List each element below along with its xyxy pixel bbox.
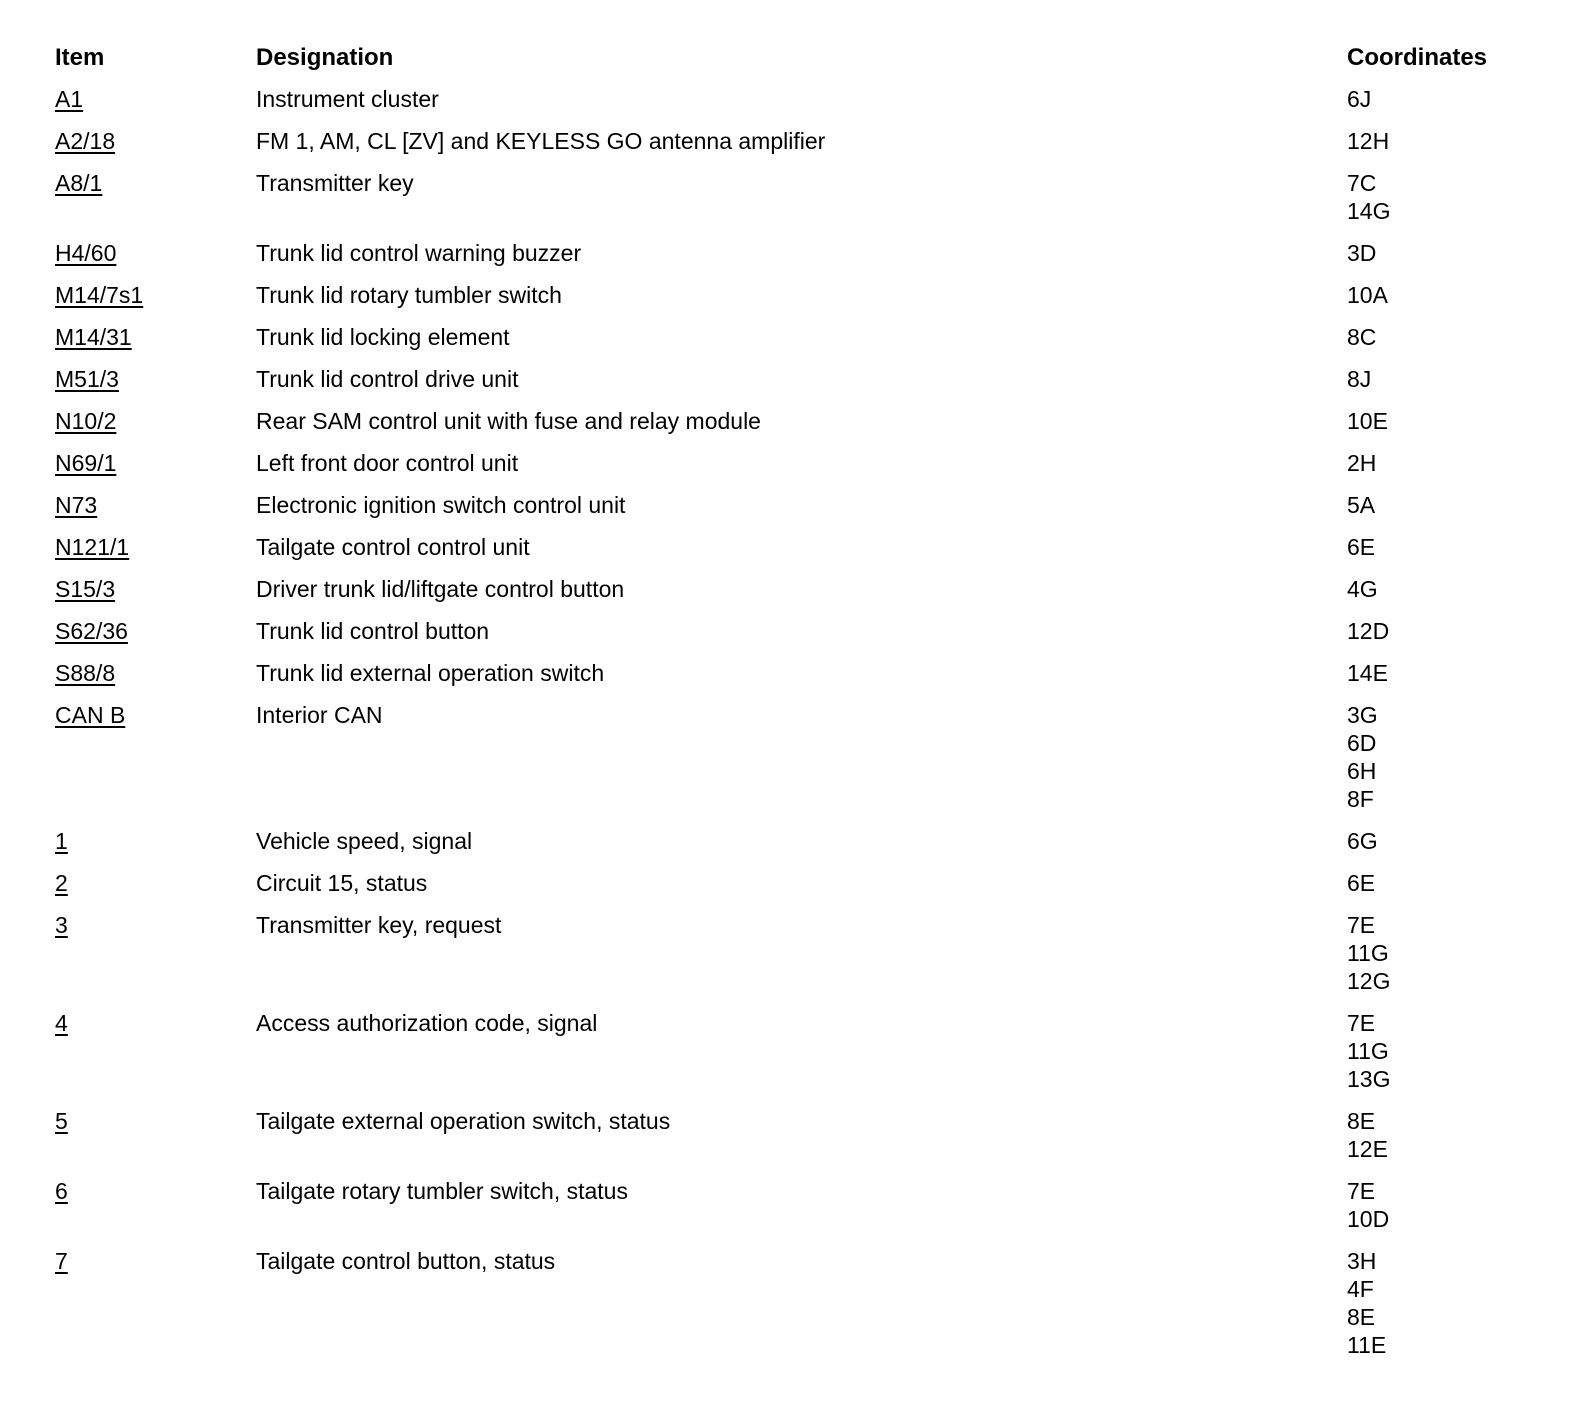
coordinate-value: 10D (1347, 1206, 1390, 1232)
designation-cell: Trunk lid control button (256, 618, 490, 644)
item-link[interactable]: 7 (55, 1248, 68, 1274)
table-row (55, 1240, 1555, 1366)
coordinate-value: 7E (1347, 912, 1376, 938)
item-cell (55, 869, 245, 897)
coordinate-value: 6H (1347, 758, 1377, 784)
designation-cell: Tailgate rotary tumbler switch, status (256, 1178, 628, 1204)
coordinates-cell (1347, 281, 1555, 309)
coordinates-cell (1347, 701, 1555, 813)
designation-cell: Driver trunk lid/liftgate control button (256, 576, 625, 602)
designation-cell: Vehicle speed, signal (256, 828, 473, 854)
header-designation: Designation (256, 44, 394, 71)
item-cell (55, 659, 245, 687)
coordinates-cell (1347, 169, 1555, 225)
coordinates-cell (1347, 575, 1555, 603)
table-row (55, 862, 1555, 904)
coordinate-value: 5A (1347, 492, 1376, 518)
designation-cell: Left front door control unit (256, 450, 519, 476)
designation-cell: Tailgate control control unit (256, 534, 530, 560)
table-row (55, 904, 1555, 1002)
coordinate-value: 8F (1347, 786, 1374, 812)
coordinates-cell (1347, 127, 1555, 155)
table-row (55, 316, 1555, 358)
item-cell (55, 701, 245, 729)
header-coordinates: Coordinates (1347, 44, 1488, 71)
item-cell (55, 407, 245, 435)
item-link[interactable]: N10/2 (55, 408, 117, 434)
item-cell (55, 1247, 245, 1275)
designation-cell: Transmitter key, request (256, 912, 502, 938)
item-link[interactable]: M14/31 (55, 324, 132, 350)
item-link[interactable]: N121/1 (55, 534, 130, 560)
coordinate-value: 3H (1347, 1248, 1377, 1274)
coordinates-cell (1347, 323, 1555, 351)
component-legend-table (55, 38, 1555, 1366)
table-row (55, 274, 1555, 316)
item-link[interactable]: 6 (55, 1178, 68, 1204)
item-cell (55, 1177, 245, 1205)
coordinate-value: 7E (1347, 1178, 1376, 1204)
item-cell (55, 85, 245, 113)
item-cell (55, 169, 245, 197)
coordinate-value: 11G (1347, 1038, 1389, 1064)
designation-cell: Instrument cluster (256, 86, 439, 112)
designation-cell: Tailgate external operation switch, status (256, 1108, 671, 1134)
item-cell (55, 575, 245, 603)
item-cell (55, 365, 245, 393)
coordinate-value: 6J (1347, 86, 1372, 112)
coordinates-cell (1347, 1247, 1555, 1359)
coordinate-value: 8J (1347, 366, 1372, 392)
item-cell (55, 827, 245, 855)
table-row (55, 568, 1555, 610)
coordinate-value: 2H (1347, 450, 1377, 476)
designation-cell: Trunk lid locking element (256, 324, 510, 350)
item-cell (55, 281, 245, 309)
item-cell (55, 1107, 245, 1135)
coordinates-cell (1347, 827, 1555, 855)
coordinate-value: 8E (1347, 1108, 1376, 1134)
designation-cell: Interior CAN (256, 702, 383, 728)
designation-cell: FM 1, AM, CL [ZV] and KEYLESS GO antenna amplifier (256, 128, 826, 154)
designation-cell: Tailgate control button, status (256, 1248, 556, 1274)
item-link[interactable]: A2/18 (55, 128, 116, 154)
item-cell (55, 239, 245, 267)
coordinate-value: 12G (1347, 968, 1391, 994)
table-row (55, 120, 1555, 162)
item-link[interactable]: A1 (55, 86, 84, 112)
table-row (55, 358, 1555, 400)
item-link[interactable]: S62/36 (55, 618, 128, 644)
coordinate-value: 12E (1347, 1136, 1388, 1162)
coordinates-cell (1347, 911, 1555, 995)
coordinate-value: 14E (1347, 660, 1388, 686)
table-header (55, 38, 1555, 78)
item-link[interactable]: M51/3 (55, 366, 119, 392)
coordinate-value: 13G (1347, 1066, 1391, 1092)
coordinates-cell (1347, 1009, 1555, 1093)
item-link[interactable]: 5 (55, 1108, 68, 1134)
item-cell (55, 911, 245, 939)
table-row (55, 820, 1555, 862)
coordinates-cell (1347, 491, 1555, 519)
table-row (55, 694, 1555, 820)
coordinates-cell (1347, 449, 1555, 477)
coordinate-value: 14G (1347, 198, 1391, 224)
item-cell (55, 617, 245, 645)
table-row (55, 1002, 1555, 1100)
coordinate-value: 11G (1347, 940, 1389, 966)
item-link[interactable]: 4 (55, 1010, 68, 1036)
coordinate-value: 10A (1347, 282, 1388, 308)
coordinate-value: 12D (1347, 618, 1390, 644)
item-link[interactable]: A8/1 (55, 170, 103, 196)
item-link[interactable]: H4/60 (55, 240, 117, 266)
item-link[interactable]: 1 (55, 828, 68, 854)
item-cell (55, 127, 245, 155)
item-cell (55, 449, 245, 477)
table-row (55, 484, 1555, 526)
item-link[interactable]: CAN B (55, 702, 126, 728)
table-row (55, 162, 1555, 232)
table-row (55, 1170, 1555, 1240)
table-row (55, 442, 1555, 484)
coordinate-value: 6G (1347, 828, 1378, 854)
coordinates-cell (1347, 365, 1555, 393)
designation-cell: Transmitter key (256, 170, 414, 196)
table-row (55, 232, 1555, 274)
table-row (55, 1100, 1555, 1170)
coordinate-value: 4G (1347, 576, 1378, 602)
item-link[interactable]: N69/1 (55, 450, 117, 476)
designation-cell: Trunk lid rotary tumbler switch (256, 282, 562, 308)
designation-cell: Access authorization code, signal (256, 1010, 598, 1036)
item-cell (55, 1009, 245, 1037)
coordinates-cell (1347, 617, 1555, 645)
coordinates-cell (1347, 659, 1555, 687)
designation-cell: Circuit 15, status (256, 870, 428, 896)
header-item: Item (55, 44, 105, 71)
coordinate-value: 11E (1347, 1332, 1387, 1358)
coordinates-cell (1347, 239, 1555, 267)
item-link[interactable]: 3 (55, 912, 68, 938)
coordinates-cell (1347, 407, 1555, 435)
table-body (55, 78, 1555, 1366)
coordinate-value: 6D (1347, 730, 1377, 756)
coordinate-value: 12H (1347, 128, 1390, 154)
designation-cell: Rear SAM control unit with fuse and relay module (256, 408, 761, 434)
table-row (55, 526, 1555, 568)
coordinate-value: 10E (1347, 408, 1388, 434)
item-cell (55, 491, 245, 519)
coordinates-cell (1347, 533, 1555, 561)
item-cell (55, 533, 245, 561)
coordinate-value: 8C (1347, 324, 1377, 350)
table-row (55, 610, 1555, 652)
item-link[interactable]: S88/8 (55, 660, 116, 686)
coordinate-value: 8E (1347, 1304, 1376, 1330)
item-link[interactable]: M14/7s1 (55, 282, 144, 308)
table-row (55, 78, 1555, 120)
item-cell (55, 323, 245, 351)
coordinates-cell (1347, 1107, 1555, 1163)
coordinate-value: 6E (1347, 534, 1376, 560)
coordinate-value: 7C (1347, 170, 1377, 196)
coordinates-cell (1347, 1177, 1555, 1233)
coordinate-value: 4F (1347, 1276, 1374, 1302)
table-row (55, 400, 1555, 442)
item-link[interactable]: S15/3 (55, 576, 116, 602)
designation-cell: Trunk lid control drive unit (256, 366, 519, 392)
coordinate-value: 3D (1347, 240, 1377, 266)
coordinate-value: 3G (1347, 702, 1378, 728)
coordinates-cell (1347, 85, 1555, 113)
item-link[interactable]: 2 (55, 870, 68, 896)
coordinate-value: 7E (1347, 1010, 1376, 1036)
item-link[interactable]: N73 (55, 492, 98, 518)
coordinate-value: 6E (1347, 870, 1376, 896)
designation-cell: Trunk lid control warning buzzer (256, 240, 582, 266)
designation-cell: Trunk lid external operation switch (256, 660, 605, 686)
coordinates-cell (1347, 869, 1555, 897)
designation-cell: Electronic ignition switch control unit (256, 492, 626, 518)
table-row (55, 652, 1555, 694)
